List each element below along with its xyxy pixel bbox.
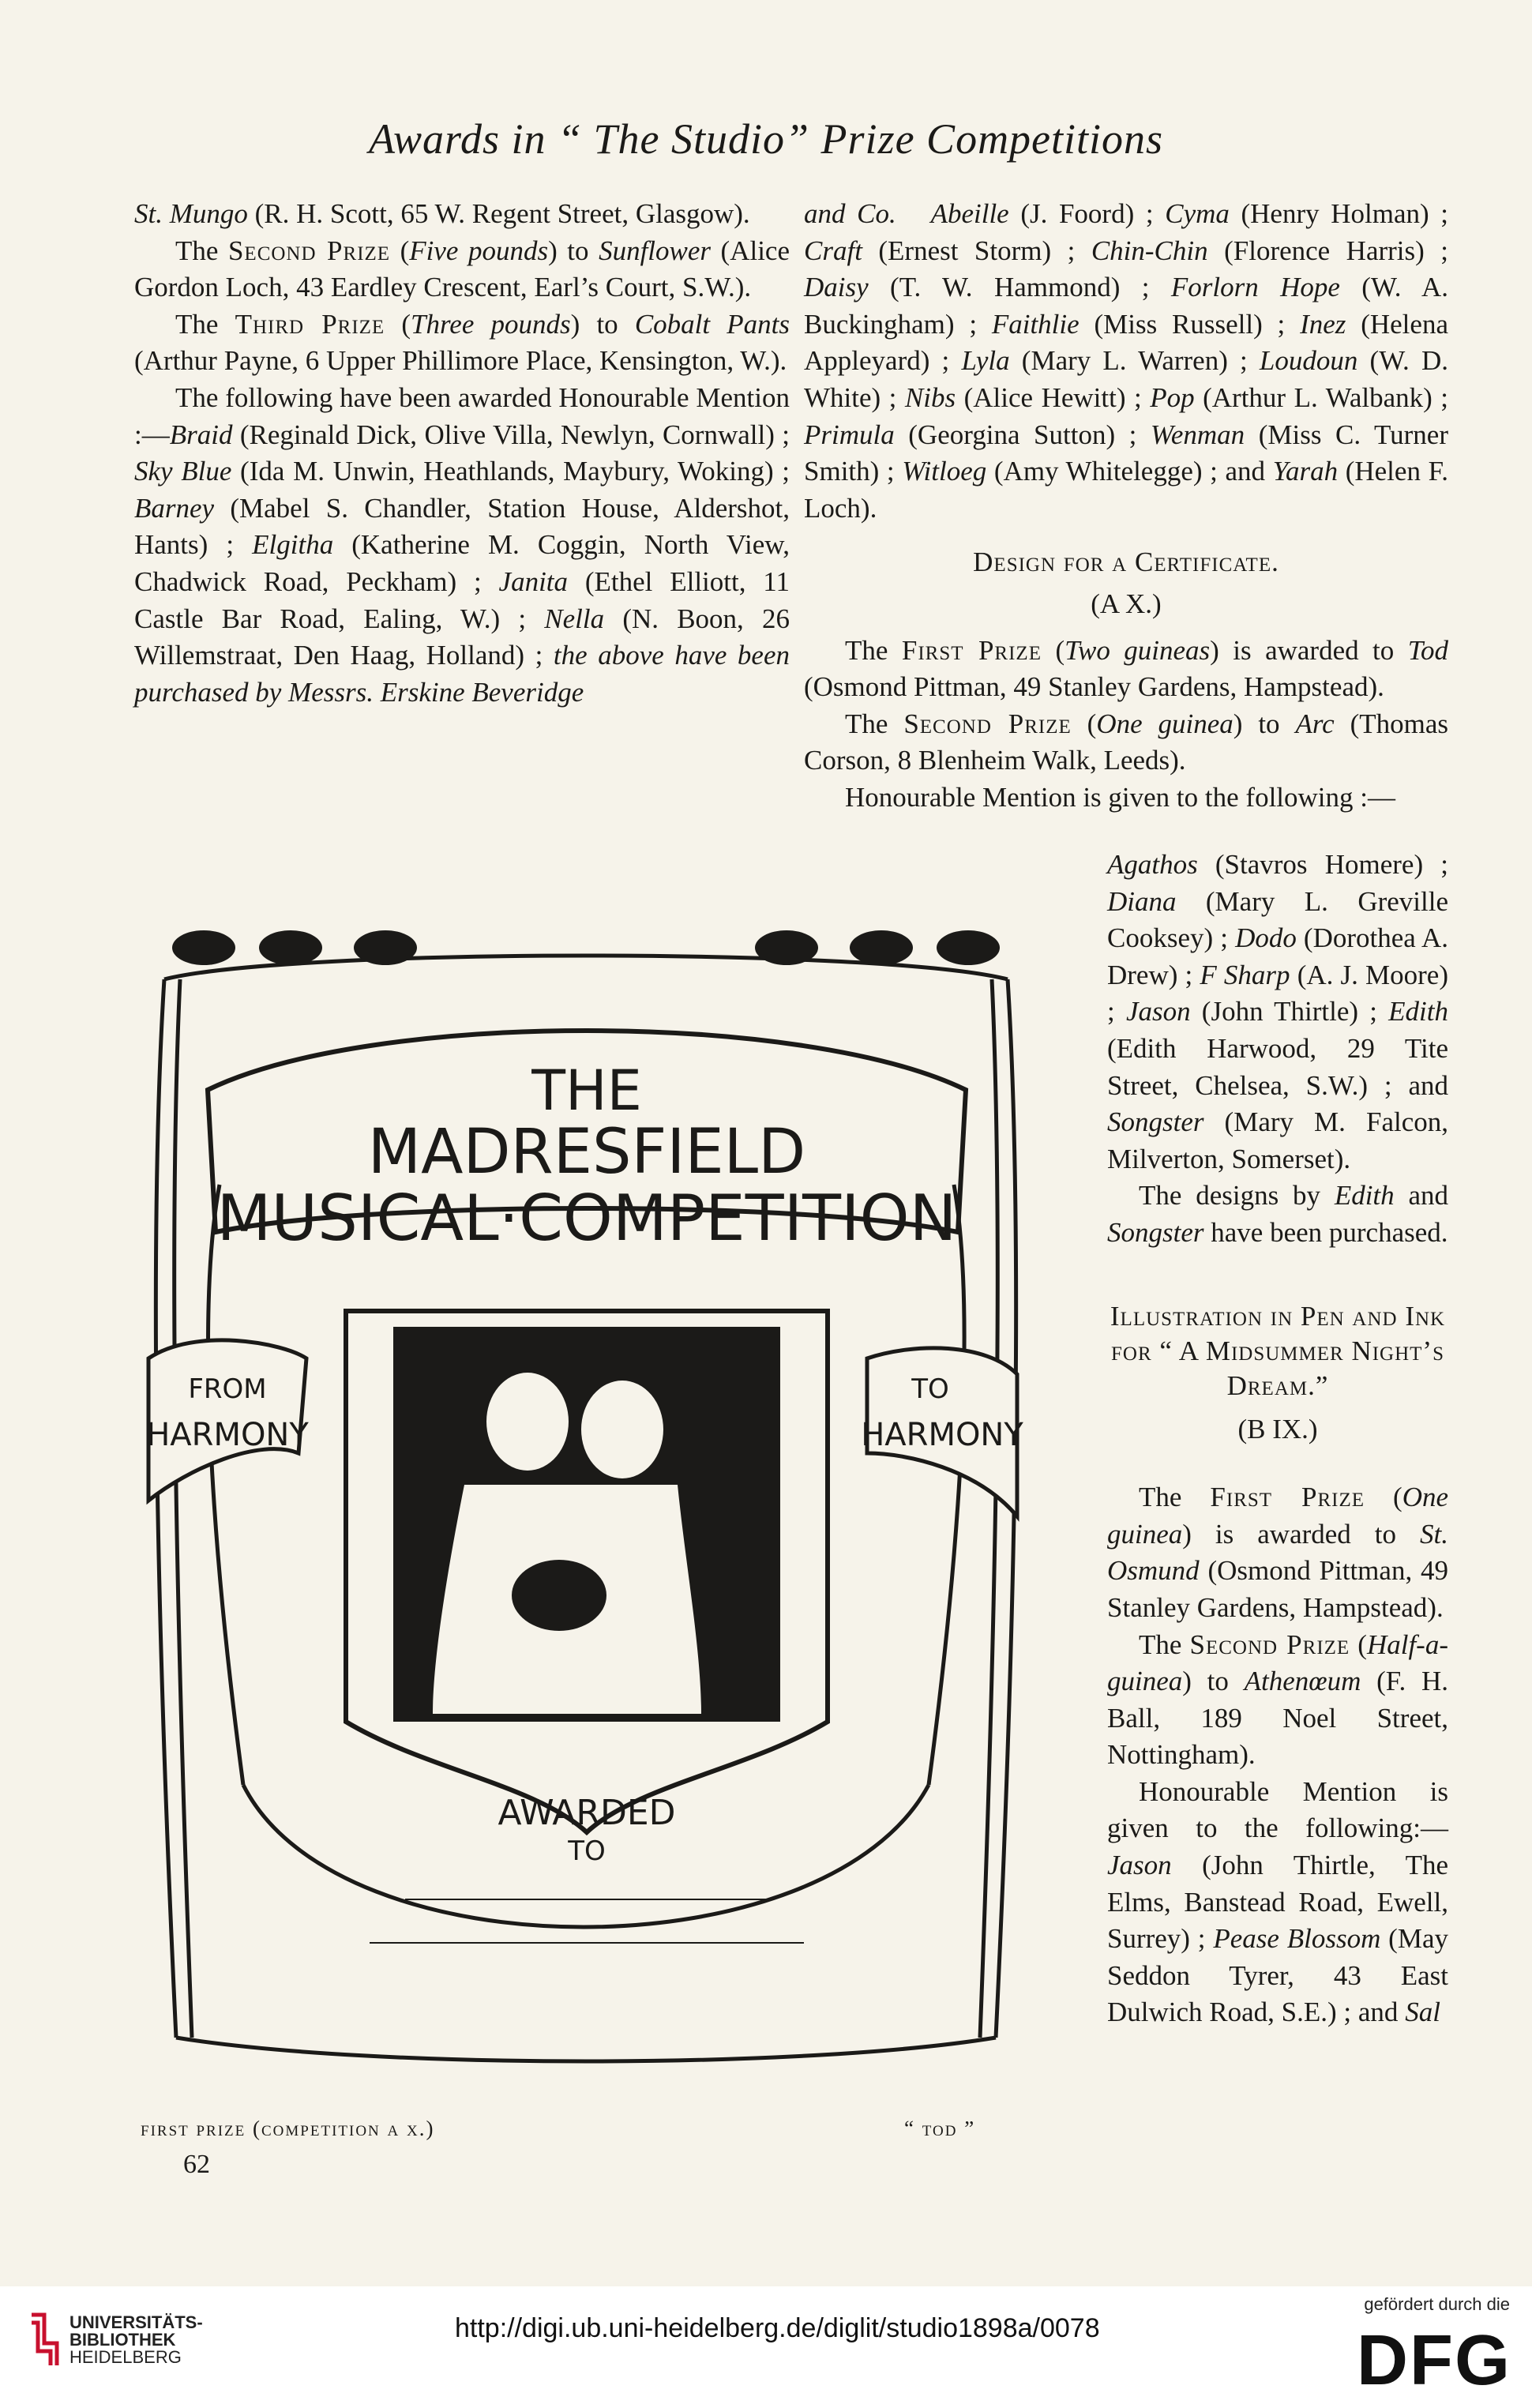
paragraph <box>134 380 790 711</box>
certificate-illustration <box>133 916 1039 2117</box>
text: ) to <box>1233 708 1296 739</box>
text: The following have been awarded Honourable Mention :— <box>134 381 790 450</box>
paragraph <box>1107 1178 1448 1251</box>
entry-title: Primula <box>804 419 895 450</box>
prize-amount: One guinea <box>1107 1482 1448 1550</box>
text: (Mary L. Greville Cooksey) ; <box>1107 885 1448 954</box>
entry-title: Songster <box>1107 1106 1204 1138</box>
entry-title: Braid <box>169 419 233 450</box>
entry-title: Sal <box>1405 1997 1440 2028</box>
dfg-logo[interactable]: DFG <box>1357 2321 1511 2400</box>
paragraph <box>134 196 790 233</box>
banner-right-line-2: HARMONY <box>861 1417 1023 1453</box>
entry-title: Pease Blossom <box>1213 1923 1381 1955</box>
entry-title: Inez <box>1300 308 1346 340</box>
paragraph <box>1107 1627 1448 1774</box>
entry-title: Loudoun <box>1259 345 1358 377</box>
prize-amount: Two guineas <box>1065 634 1211 666</box>
entry-title: Janita <box>498 565 569 597</box>
running-head: Awards in “ The Studio” Prize Competitions <box>368 115 1164 163</box>
text: (Amy Whitelegge) ; and <box>986 456 1273 487</box>
library-seal-icon <box>28 2312 60 2369</box>
prize-label: Second Prize <box>903 708 1072 739</box>
text: (Ethel Elliott, 11 Castle Bar Road, Ealing, W.) ; <box>134 565 790 634</box>
entry-title: Athenœum <box>1244 1666 1361 1697</box>
entry-title: Cobalt Pants <box>634 308 790 340</box>
caption-right: “ tod ” <box>904 2117 976 2140</box>
entry-title: Forlorn Hope <box>1170 272 1340 303</box>
text: ( <box>1071 708 1097 739</box>
paragraph <box>1107 1479 1448 1626</box>
text: (J. Foord) ; <box>1008 198 1166 229</box>
prize-label: Third Prize <box>235 308 385 340</box>
text: ) to <box>548 235 599 266</box>
entry-title: Agathos <box>1107 849 1198 880</box>
entry-title: Arc <box>1295 708 1335 739</box>
entry-text: (R. H. Scott, 65 W. Regent Street, Glasgow). <box>247 198 750 229</box>
paragraph <box>134 233 790 306</box>
title-line-2: MADRESFIELD <box>367 1117 806 1188</box>
text: ) is awarded to <box>1182 1518 1421 1550</box>
university-line: HEIDELBERG <box>69 2347 182 2367</box>
text: (Osmond Pittman, 49 Stanley Gardens, Hampstead). <box>1107 1555 1448 1623</box>
entry-title: Sunflower <box>599 235 712 266</box>
prize-amount: One guinea <box>1096 708 1233 739</box>
text: (Reginald Dick, Olive Villa, Newlyn, Cornwall) ; <box>232 419 790 450</box>
text: The designs by <box>1139 1180 1335 1212</box>
entry-title: Chin-Chin <box>1091 235 1208 266</box>
entry-title: F Sharp <box>1200 959 1290 990</box>
text: (Helena Appleyard) ; <box>804 308 1448 377</box>
entry-title: Lyla <box>961 345 1010 377</box>
entry-title: Witloeg <box>902 456 987 487</box>
text: (F. H. Ball, 189 Noel Street, Nottingham). <box>1107 1666 1448 1771</box>
right-column <box>804 196 1448 817</box>
entry-text: (Arthur Payne, 6 Upper Phillimore Place, Kensington, W.). <box>134 345 787 377</box>
title-line-3: MUSICAL·COMPETITION <box>216 1181 957 1255</box>
text: ) to <box>1182 1666 1245 1697</box>
entry-title: Dodo <box>1235 922 1297 954</box>
text: (Arthur L. Walbank) ; <box>1194 381 1448 413</box>
prize-label: Second Prize <box>227 235 391 266</box>
text: (Mary L. Warren) ; <box>1009 345 1260 377</box>
entry-title: Cyma <box>1165 198 1230 229</box>
entry-title: Abeille <box>930 198 1009 229</box>
text: (Osmond Pittman, 49 Stanley Gardens, Hampstead). <box>804 671 1384 703</box>
entry-title: Songster <box>1107 1216 1204 1248</box>
text: The <box>175 235 228 266</box>
text: The <box>845 634 902 666</box>
text: (W. D. White) ; <box>804 345 1448 413</box>
text: the above have been purchased by Messrs. Erskine Beveridge <box>134 640 790 708</box>
text: The <box>1139 1482 1211 1513</box>
figure-face-left <box>486 1373 569 1471</box>
text: (Alice Hewitt) ; <box>956 381 1151 413</box>
paragraph <box>804 196 1448 527</box>
entry-title: Nibs <box>904 381 956 413</box>
lute <box>512 1560 606 1631</box>
entry-title: Tod <box>1407 634 1449 666</box>
text: and Co. <box>804 198 896 229</box>
entry-title: Yarah <box>1272 456 1339 487</box>
text: (Florence Harris) ; <box>1207 235 1448 266</box>
entry-title: Wenman <box>1150 419 1245 450</box>
title-line-1: THE <box>531 1058 642 1123</box>
entry-title: Edith <box>1388 996 1448 1027</box>
lotus-flowers <box>172 930 1000 965</box>
entry-title: Craft <box>804 235 862 266</box>
section-heading: Illustration in Pen and Ink for “ A Midsummer Night’s Dream.” <box>1110 1300 1446 1401</box>
text: (W. A. Buckingham) ; <box>804 272 1449 340</box>
paragraph <box>134 306 790 380</box>
paragraph <box>1107 1774 1448 2031</box>
paragraph <box>804 633 1448 706</box>
text: and <box>1394 1180 1448 1212</box>
section-subheading: (B IX.) <box>1237 1413 1318 1444</box>
entry-text: (Alice Gordon Loch, 43 Eardley Crescent, Earl’s Court, S.W.). <box>134 235 790 303</box>
text: (Thomas Corson, 8 Blenheim Walk, Leeds). <box>804 708 1449 776</box>
text: ( <box>390 235 410 266</box>
text: (May Seddon Tyrer, 43 East Dulwich Road, S.E.) ; and <box>1107 1923 1448 2028</box>
text: (T. W. Hammond) ; <box>868 272 1171 303</box>
prize-label: Second Prize <box>1189 1628 1350 1660</box>
entry-title: Jason <box>1125 996 1191 1027</box>
text: The <box>175 308 235 340</box>
section-heading: Design for a Certificate. <box>973 547 1279 578</box>
university-logo[interactable] <box>28 2312 203 2369</box>
university-line: UNIVERSITÄTS- <box>69 2312 203 2332</box>
text: ) to <box>570 308 635 340</box>
text: (A. J. Moore) ; <box>1107 959 1448 1027</box>
entry-title: Sky Blue <box>134 456 232 487</box>
narrow-column <box>1107 847 1448 2031</box>
prize-amount: Half-a-guinea <box>1107 1628 1448 1697</box>
text: ) is awarded to <box>1210 634 1408 666</box>
awarded-label: AWARDED <box>498 1793 676 1833</box>
text: ( <box>385 308 411 340</box>
paragraph <box>1107 847 1448 1178</box>
prize-amount: Five pounds <box>409 235 549 266</box>
text: (Edith Harwood, 29 Tite Street, Chelsea, S.W.) ; and <box>1107 1032 1448 1101</box>
paragraph: Honourable Mention is given to the following :— <box>845 781 1395 813</box>
text: (N. Boon, 26 Willemstraat, Den Haag, Holland) ; <box>134 603 790 671</box>
text: (Mabel S. Chandler, Station House, Aldershot, Hants) ; <box>134 492 790 561</box>
source-url[interactable]: http://digi.ub.uni-heidelberg.de/diglit/studio1898a/0078 <box>455 2313 1100 2343</box>
entry-title: Faithlie <box>991 308 1080 340</box>
text: (Dorothea A. Drew) ; <box>1107 922 1448 990</box>
entry-title: Pop <box>1150 381 1195 413</box>
text: ( <box>1350 1628 1367 1660</box>
funding-label: gefördert durch die <box>1364 2294 1510 2314</box>
left-column <box>134 196 790 711</box>
text: (Helen F. Loch). <box>804 456 1448 524</box>
entry-title: Daisy <box>804 272 869 303</box>
entry-title: St. Osmund <box>1107 1518 1448 1587</box>
text: The <box>1139 1628 1190 1660</box>
entry-title: Barney <box>134 492 215 524</box>
text: (Stavros Homere) ; <box>1197 849 1448 880</box>
figure-face-right <box>581 1381 663 1478</box>
text: have been purchased. <box>1203 1216 1448 1248</box>
banner-right-line-1: TO <box>911 1373 949 1405</box>
prize-label: First Prize <box>901 634 1042 666</box>
entry-title: Jason <box>1107 1850 1172 1881</box>
entry-title: Nella <box>544 603 605 634</box>
text: (Mary M. Falcon, Milverton, Somerset). <box>1107 1106 1448 1174</box>
text: Honourable Mention is given to the following:— <box>1107 1775 1448 1844</box>
text: (John Thirtle) ; <box>1190 996 1389 1027</box>
entry-title: Elgitha <box>252 529 334 561</box>
text: (Ernest Storm) ; <box>862 235 1091 266</box>
text: ( <box>1041 634 1065 666</box>
banner-left-line-2: HARMONY <box>146 1417 309 1453</box>
text: The <box>845 708 904 739</box>
paragraph <box>804 706 1448 780</box>
banner-left-line-1: FROM <box>188 1373 267 1405</box>
section-subheading: (A X.) <box>1091 588 1162 619</box>
text: (Katherine M. Coggin, North View, Chadwick Road, Peckham) ; <box>134 529 790 597</box>
footer-bar <box>0 2286 1532 2408</box>
text: (Miss C. Turner Smith) ; <box>804 419 1448 487</box>
prize-label: First Prize <box>1210 1482 1365 1513</box>
entry-title: Edith <box>1334 1180 1395 1212</box>
university-line: BIBLIOTHEK <box>69 2330 176 2350</box>
text: (John Thirtle, The Elms, Banstead Road, Ewell, Surrey) ; <box>1107 1850 1448 1955</box>
text: ( <box>1365 1482 1402 1513</box>
text: (Henry Holman) ; <box>1229 198 1448 229</box>
prize-amount: Three pounds <box>411 308 571 340</box>
text: (Georgina Sutton) ; <box>894 419 1151 450</box>
caption-left: first prize (competition a x.) <box>141 2117 435 2140</box>
entry-title: St. Mungo <box>134 198 248 229</box>
page-number: 62 <box>183 2150 210 2179</box>
entry-title: Diana <box>1107 885 1177 917</box>
text: (Ida M. Unwin, Heathlands, Maybury, Woking) ; <box>231 456 790 487</box>
university-name <box>69 2314 203 2366</box>
to-label: TO <box>568 1835 606 1867</box>
text: (Miss Russell) ; <box>1079 308 1301 340</box>
